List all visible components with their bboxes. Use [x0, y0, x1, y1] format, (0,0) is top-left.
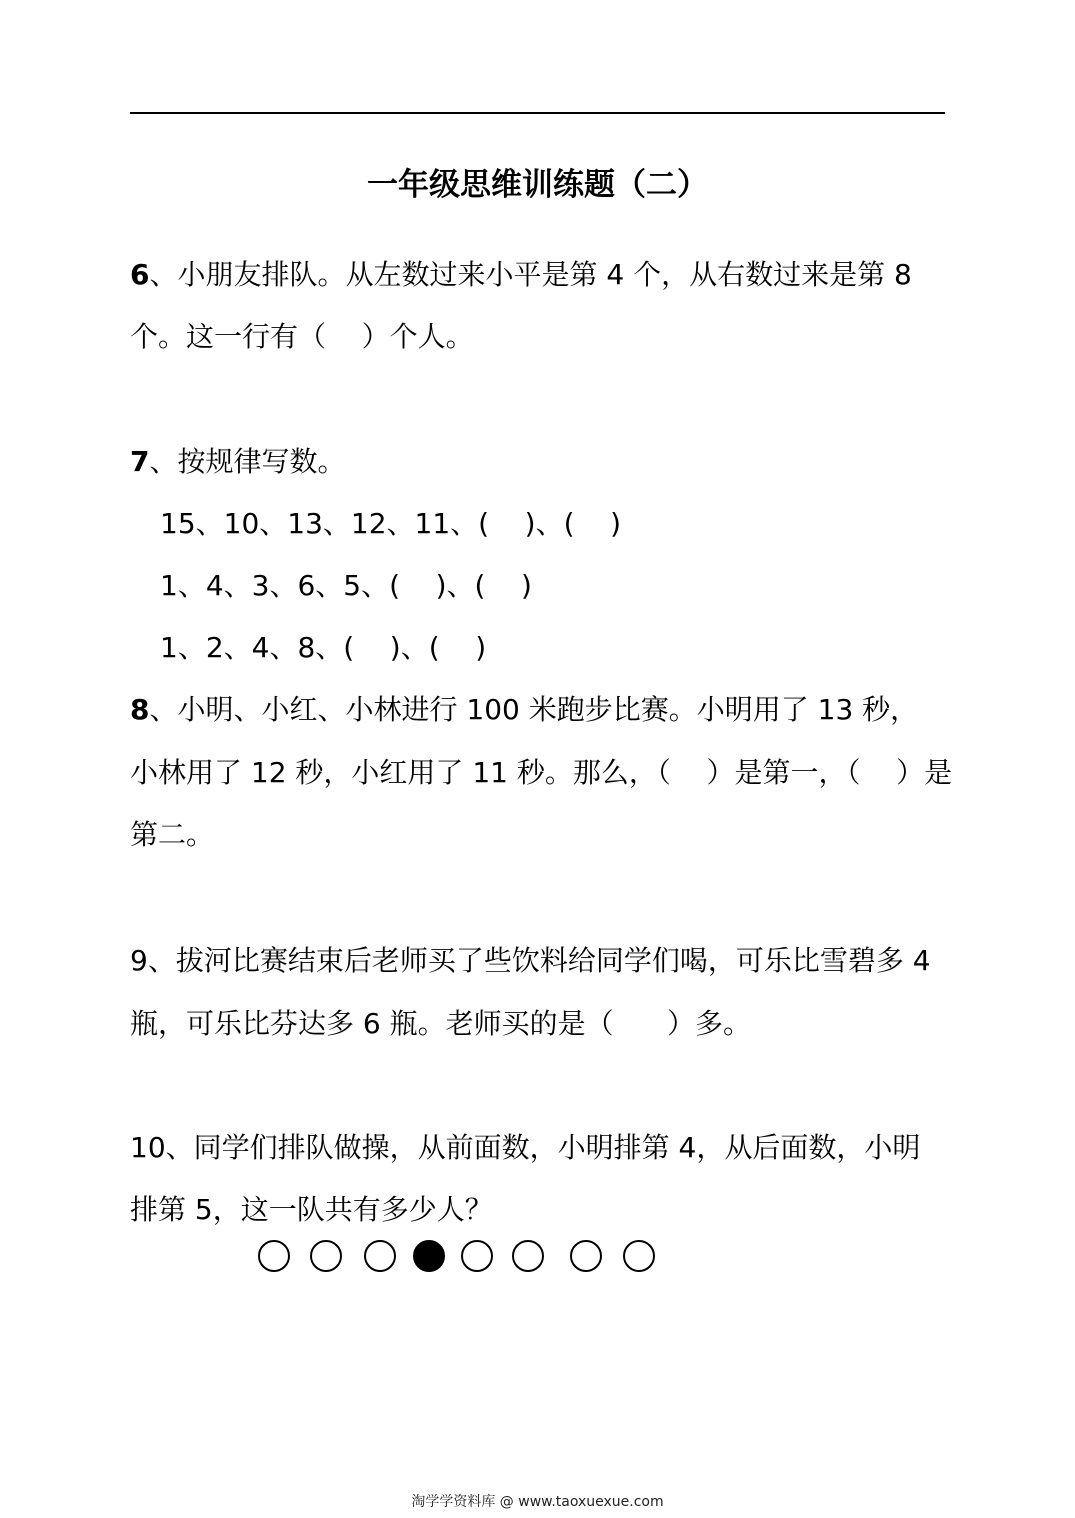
- q6-number: 6: [130, 258, 150, 291]
- footer-watermark: 淘学学资料库 @ www.taoxuexue.com: [411, 1494, 664, 1510]
- empty-circle-icon: [311, 1241, 341, 1271]
- filled-circle-icon: [414, 1241, 444, 1271]
- q6-line-1-text: 、小朋友排队。从左数过来小平是第 4 个，从右数过来是第 8: [149, 258, 912, 291]
- empty-circle-icon: [571, 1241, 601, 1271]
- q9-line-2: 瓶，可乐比芬达多 6 瓶。老师买的是（ ）多。: [130, 1007, 752, 1040]
- q9-line-1: 9、拔河比赛结束后老师买了些饮料给同学们喝，可乐比雪碧多 4: [130, 944, 931, 977]
- q10-line-2: 排第 5，这一队共有多少人？: [130, 1193, 493, 1226]
- q7-sequence-1: 15、10、13、12、11、( )、( ): [160, 507, 622, 540]
- q8-number: 8: [130, 693, 150, 726]
- q6-line-2: 个。这一行有（ ）个人。: [130, 320, 474, 353]
- q7-sequence-3: 1、2、4、8、( )、( ): [160, 631, 487, 664]
- q8-line-3: 第二。: [130, 818, 215, 851]
- empty-circle-icon: [259, 1241, 289, 1271]
- q8-line-2: 小林用了 12 秒，小红用了 11 秒。那么，（ ）是第一，（ ）是: [130, 756, 953, 789]
- q6-line-1: [130, 255, 912, 295]
- q7-heading: [130, 442, 346, 482]
- empty-circle-icon: [462, 1241, 492, 1271]
- q8-line-1: [130, 690, 918, 730]
- q7-number: 7: [130, 445, 150, 478]
- q10-line-1: 10、同学们排队做操，从前面数，小明排第 4，从后面数，小明: [130, 1131, 921, 1164]
- header-rule: [130, 112, 945, 114]
- q8-line-1-text: 、小明、小红、小林进行 100 米跑步比赛。小明用了 13 秒，: [149, 693, 919, 726]
- empty-circle-icon: [513, 1241, 543, 1271]
- q7-sequence-2: 1、4、3、6、5、( )、( ): [160, 569, 532, 602]
- empty-circle-icon: [624, 1241, 654, 1271]
- empty-circle-icon: [365, 1241, 395, 1271]
- page-title: 一年级思维训练题（二）: [367, 167, 708, 203]
- q7-heading-text: 、按规律写数。: [149, 445, 346, 478]
